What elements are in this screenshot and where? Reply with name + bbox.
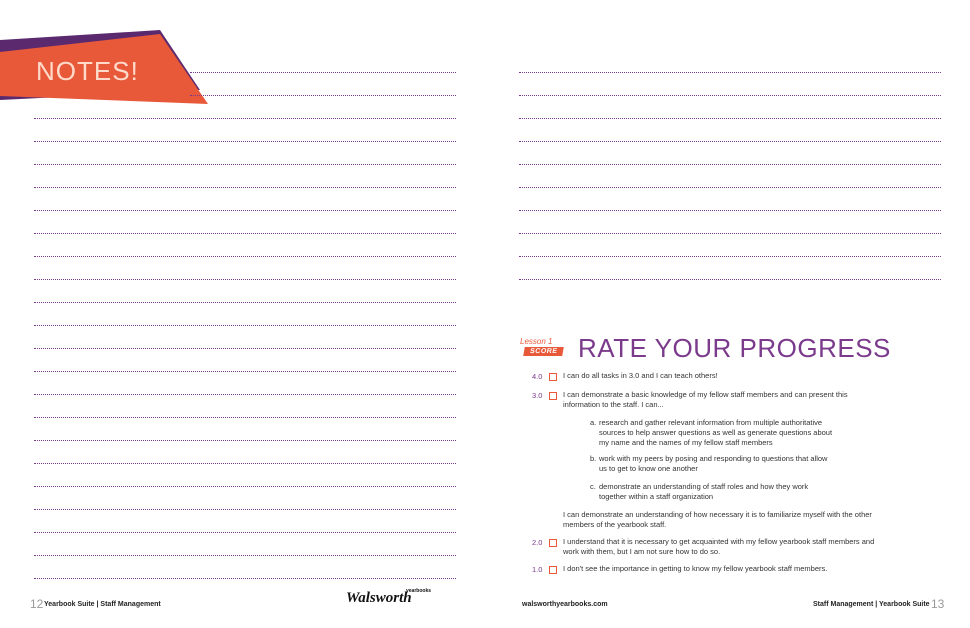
note-line bbox=[34, 164, 456, 165]
walsworth-logo: Walsworth bbox=[346, 590, 412, 606]
note-line bbox=[519, 141, 941, 142]
notes-title: NOTES! bbox=[36, 56, 139, 86]
level-1-label: 1.0 bbox=[532, 565, 543, 574]
page-number-left: 12 bbox=[30, 597, 44, 611]
note-line bbox=[34, 440, 456, 441]
subitem-c-label: c. bbox=[590, 482, 596, 491]
note-line bbox=[34, 532, 456, 533]
note-line bbox=[34, 233, 456, 234]
page-number-right: 13 bbox=[931, 597, 945, 611]
subitem-b-line2: us to get to know one another bbox=[599, 464, 698, 473]
rate-progress-title: RATE YOUR PROGRESS bbox=[578, 333, 891, 363]
note-line bbox=[34, 348, 456, 349]
note-line bbox=[519, 95, 941, 96]
level-2-text-line1: I understand that it is necessary to get acquainted with my fellow yearbook staff members and bbox=[563, 537, 875, 546]
subitem-c-line2: together within a staff organization bbox=[599, 492, 714, 501]
note-line bbox=[190, 95, 456, 96]
level-1-checkbox[interactable] bbox=[549, 566, 557, 574]
note-line bbox=[34, 371, 456, 372]
level-2-label: 2.0 bbox=[532, 538, 543, 547]
note-line bbox=[34, 118, 456, 119]
note-line bbox=[34, 325, 456, 326]
level-4-label: 4.0 bbox=[532, 372, 543, 381]
footer-left: Yearbook Suite | Staff Management bbox=[44, 601, 161, 608]
note-line bbox=[34, 486, 456, 487]
note-line bbox=[34, 417, 456, 418]
subitem-b-line1: work with my peers by posing and responding to questions that allow bbox=[599, 454, 828, 463]
note-line bbox=[34, 394, 456, 395]
extra-statement-line2: members of the yearbook staff. bbox=[563, 520, 667, 529]
extra-statement-line1: I can demonstrate an understanding of how necessary it is to familiarize myself with the other bbox=[563, 510, 872, 519]
note-line bbox=[34, 256, 456, 257]
note-line bbox=[519, 118, 941, 119]
note-line bbox=[519, 187, 941, 188]
note-line bbox=[519, 164, 941, 165]
subitem-a-label: a. bbox=[590, 418, 597, 427]
level-2-checkbox[interactable] bbox=[549, 539, 557, 547]
note-line bbox=[34, 463, 456, 464]
note-line bbox=[34, 302, 456, 303]
note-line bbox=[34, 555, 456, 556]
footer-right: Staff Management | Yearbook Suite bbox=[813, 601, 930, 608]
level-3-label: 3.0 bbox=[532, 391, 543, 400]
right-page bbox=[485, 0, 970, 628]
lesson-label: Lesson 1 bbox=[520, 337, 553, 346]
level-3-text-line2: information to the staff. I can... bbox=[563, 400, 664, 409]
level-4-text: I can do all tasks in 3.0 and I can teach others! bbox=[563, 371, 718, 380]
website-url: walsworthyearbooks.com bbox=[522, 601, 608, 608]
subitem-c-line1: demonstrate an understanding of staff roles and how they work bbox=[599, 482, 809, 491]
note-line bbox=[519, 72, 941, 73]
note-line bbox=[519, 233, 941, 234]
note-line bbox=[519, 256, 941, 257]
subitem-a-line3: my name and the names of my fellow staff members bbox=[599, 438, 773, 447]
subitem-a-line2: sources to help answer questions as well as generate questions about bbox=[599, 428, 833, 437]
note-line bbox=[34, 210, 456, 211]
score-badge: SCORE bbox=[523, 347, 564, 356]
level-1-text: I don't see the importance in getting to know my fellow yearbook staff members. bbox=[563, 564, 828, 573]
note-line bbox=[190, 72, 456, 73]
level-2-text-line2: work with them, but I am not sure how to do so. bbox=[563, 547, 721, 556]
subitem-b-label: b. bbox=[590, 454, 597, 463]
level-3-text-line1: I can demonstrate a basic knowledge of my fellow staff members and can present this bbox=[563, 390, 848, 399]
note-line bbox=[34, 279, 456, 280]
note-line bbox=[34, 578, 456, 579]
walsworth-logo-sub: yearbooks bbox=[406, 588, 432, 594]
level-3-checkbox[interactable] bbox=[549, 392, 557, 400]
subitem-a-line1: research and gather relevant information from multiple authoritative bbox=[599, 418, 823, 427]
note-line bbox=[34, 141, 456, 142]
note-line bbox=[34, 187, 456, 188]
level-4-checkbox[interactable] bbox=[549, 373, 557, 381]
note-line bbox=[34, 509, 456, 510]
note-line bbox=[519, 210, 941, 211]
note-line bbox=[519, 279, 941, 280]
